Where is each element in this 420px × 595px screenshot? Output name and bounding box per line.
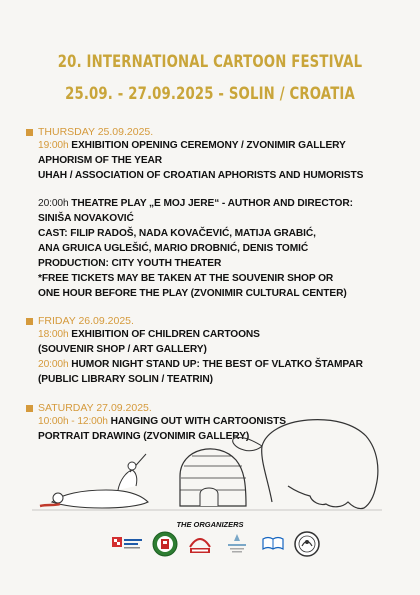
logo-org-1 <box>110 531 144 557</box>
day-label: FRIDAY 26.09.2025. <box>38 315 134 327</box>
event-title: HUMOR NIGHT STAND UP: THE BEST OF VLATKO ŠTAMPAR <box>71 359 363 370</box>
event-line <box>38 198 353 209</box>
small-bear-head <box>53 493 63 503</box>
organizers-logos <box>110 531 320 557</box>
event-detail: ANA GRUICA UGLEŠIĆ, MARIO DROBNIĆ, DENIS TOMIĆ <box>38 243 309 254</box>
seal-logo-icon <box>294 531 320 557</box>
event-time: 20:00h <box>38 198 69 209</box>
logo-org-4 <box>222 531 252 557</box>
event-detail: PRODUCTION: CITY YOUTH THEATER <box>38 258 222 269</box>
event-title: EXHIBITION OF CHILDREN CARTOONS <box>71 329 260 340</box>
logo-org-6 <box>294 531 320 557</box>
event-line <box>38 140 346 151</box>
event-title: THEATRE PLAY „E MOJ JERE“ - AUTHOR AND DIRECTOR: <box>71 198 353 209</box>
event-line <box>38 329 260 340</box>
igloo-door <box>200 488 218 506</box>
event-line <box>38 359 363 370</box>
book-logo-icon <box>260 531 286 557</box>
hunter-head <box>128 462 136 470</box>
logo-org-5 <box>260 531 286 557</box>
organizers-label: THE ORGANIZERS <box>176 520 244 529</box>
hunter-figure <box>118 470 137 490</box>
event-detail: PORTRAIT DRAWING (ZVONIMIR GALLERY) <box>38 431 250 442</box>
red-stain <box>40 504 60 506</box>
city-crest-icon <box>152 531 178 557</box>
event-detail: APHORISM OF THE YEAR <box>38 155 163 166</box>
logo-org-2 <box>152 531 178 557</box>
small-bear <box>52 490 148 508</box>
cartoon-illustration <box>22 410 392 520</box>
event-detail: SINIŠA NOVAKOVIĆ <box>38 213 134 224</box>
festival-title: 20. INTERNATIONAL CARTOON FESTIVAL <box>57 52 363 72</box>
event-detail: UHAH / ASSOCIATION OF CROATIAN APHORISTS AND HUMORISTS <box>38 170 364 181</box>
bullet-square-icon <box>26 129 33 136</box>
event-title: HANGING OUT WITH CARTOONISTS <box>110 416 286 427</box>
zvonimir-logo-icon <box>186 531 214 557</box>
day-label: THURSDAY 25.09.2025. <box>38 126 154 138</box>
bullet-square-icon <box>26 318 33 325</box>
festival-dates-place: 25.09. - 27.09.2025 - SOLIN / CROATIA <box>65 84 355 104</box>
bear-snout <box>233 437 262 450</box>
day-heading-friday <box>26 315 134 327</box>
event-detail: *FREE TICKETS MAY BE TAKEN AT THE SOUVENIR SHOP OR <box>38 273 334 284</box>
event-time: 20:00h <box>38 359 69 370</box>
bear-outline <box>262 420 378 509</box>
event-time: 19:00h <box>38 140 69 151</box>
day-label: SATURDAY 27.09.2025. <box>38 402 152 414</box>
logo-org-3 <box>186 531 214 557</box>
event-detail: CAST: FILIP RADOŠ, NADA KOVAČEVIĆ, MATIJA GRABIĆ, <box>38 228 316 239</box>
event-detail: (SOUVENIR SHOP / ART GALLERY) <box>38 344 207 355</box>
event-time: 18:00h <box>38 329 69 340</box>
flag-logo-icon <box>110 531 144 557</box>
event-title: EXHIBITION OPENING CEREMONY / ZVONIMIR GALLERY <box>71 140 346 151</box>
library-logo-icon <box>222 531 252 557</box>
event-time: 10:00h - 12:00h <box>38 416 108 427</box>
event-detail: (PUBLIC LIBRARY SOLIN / TEATRIN) <box>38 374 213 385</box>
event-detail: ONE HOUR BEFORE THE PLAY (ZVONIMIR CULTURAL CENTER) <box>38 288 347 299</box>
day-heading-thursday <box>26 126 153 138</box>
